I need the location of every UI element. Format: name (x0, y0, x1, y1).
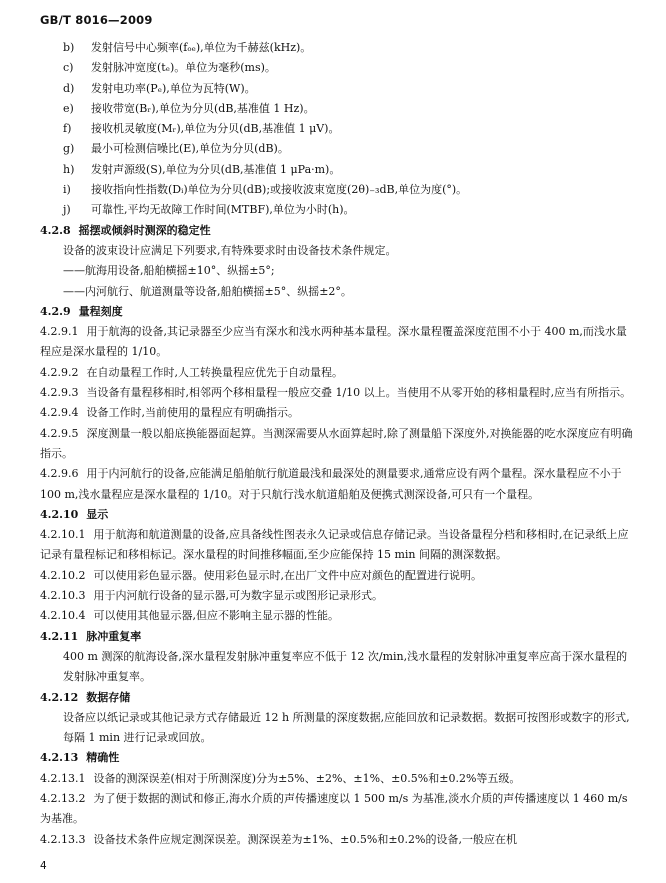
list-item-text: 发射电功率(Pₑ),单位为瓦特(W)。 (91, 81, 256, 95)
list-item (40, 99, 634, 119)
clause-4-2-13-1: 4.2.13.1 设备的测深误差(相对于所测深度)分为±5%、±2%、±1%、±0.5%和±0.2%等五级。 (40, 771, 521, 785)
paragraph: 设备应以纸记录或其他记录方式存储最近 12 h 所测量的深度数据,应能回放和记录数据。数据可按图形或数字的形式,每隔 1 min 进行记录或回放。 (63, 710, 630, 745)
list-item-label: e) (63, 101, 74, 115)
list-item-text: 发射声源级(S),单位为分贝(dB,基准值 1 μPa·m)。 (91, 162, 341, 176)
dash-item: ——航海用设备,船舶横摇±10°、纵摇±5°; (63, 264, 275, 278)
paragraph: 设备的波束设计应满足下列要求,有特殊要求时由设备技术条件规定。 (63, 243, 397, 257)
section-heading-4-2-10: 4.2.10 显示 (40, 507, 109, 521)
list-item (40, 139, 634, 159)
clause-4-2-9-2: 4.2.9.2 在自动量程工作时,人工转换量程应优先于自动量程。 (40, 365, 343, 379)
list-item-text: 接收机灵敏度(Mᵣ),单位为分贝(dB,基准值 1 μV)。 (91, 122, 340, 136)
document-body (40, 38, 634, 850)
list-item-label: g) (63, 142, 75, 156)
clause-4-2-13-2: 4.2.13.2 为了便于数据的测试和修正,海水介质的声传播速度以 1 500 m/s 为基准,淡水介质的声传播速度以 1 460 m/s 为基准。 (40, 791, 628, 826)
list-item (40, 160, 634, 180)
clause-4-2-9-6: 4.2.9.6 用于内河航行的设备,应能满足船舶航行航道最浅和最深处的测量要求,通常应设有两个量程。深水量程应不小于 100 m,浅水量程应是深水量程的 1/10。对于只航行浅水航道船舶及便携式测深设备,可只有一个量程。 (40, 467, 622, 501)
clause-4-2-10-4: 4.2.10.4 可以使用其他显示器,但应不影响主显示器的性能。 (40, 609, 339, 623)
list-item (40, 79, 634, 99)
clause-4-2-9-4: 4.2.9.4 设备工作时,当前使用的量程应有明确指示。 (40, 406, 299, 420)
list-item-text: 发射脉冲宽度(tₑ)。单位为毫秒(ms)。 (91, 61, 276, 75)
dash-item: ——内河航行、航道测量等设备,船舶横摇±5°、纵摇±2°。 (63, 284, 352, 298)
list-item-label: j) (63, 203, 71, 217)
clause-4-2-10-2: 4.2.10.2 可以使用彩色显示器。使用彩色显示时,在出厂文件中应对颜色的配置进行说明。 (40, 568, 482, 582)
list-item (40, 200, 634, 220)
list-item-text: 可靠性,平均无故障工作时间(MTBF),单位为小时(h)。 (91, 203, 355, 217)
section-heading-4-2-11: 4.2.11 脉冲重复率 (40, 629, 142, 643)
clause-4-2-9-3: 4.2.9.3 当设备有量程移相时,相邻两个移相量程一般应交叠 1/10 以上。当使用不从零开始的移相量程时,应当有所指示。 (40, 386, 632, 400)
paragraph: 400 m 测深的航海设备,深水量程发射脉冲重复率应不低于 12 次/min,浅水量程的发射脉冲重复率应高于深水量程的发射脉冲重复率。 (63, 649, 628, 684)
list-item-label: b) (63, 41, 75, 54)
list-item-text: 发射信号中心频率(fₒₑ),单位为千赫兹(kHz)。 (91, 41, 312, 54)
clause-4-2-9-5: 4.2.9.5 深度测量一般以船底换能器面起算。当测深需要从水面算起时,除了测量船下深度外,对换能器的吃水深度应有明确指示。 (40, 426, 633, 460)
list-item-text: 接收带宽(Bᵣ),单位为分贝(dB,基准值 1 Hz)。 (91, 101, 315, 115)
list-item-label: c) (63, 61, 74, 75)
list-item (40, 180, 634, 200)
list-item (40, 38, 634, 58)
section-heading-4-2-13: 4.2.13 精确性 (40, 751, 120, 765)
list-item-label: d) (63, 81, 75, 95)
list-item (40, 58, 634, 78)
page-number: 4 (40, 860, 47, 872)
section-heading-4-2-9: 4.2.9 量程刻度 (40, 304, 123, 318)
list-item-text: 最小可检测信噪比(E),单位为分贝(dB)。 (91, 142, 289, 156)
list-item (40, 119, 634, 139)
clause-4-2-10-3: 4.2.10.3 用于内河航行设备的显示器,可为数字显示或图形记录形式。 (40, 589, 383, 603)
parameter-list (40, 38, 634, 221)
list-item-label: f) (63, 122, 72, 136)
list-item-label: h) (63, 162, 75, 176)
list-item-text: 接收指向性指数(Dᵢ)单位为分贝(dB);或接收波束宽度(2θ)₋₃dB,单位为度(°)。 (91, 183, 468, 197)
list-item-label: i) (63, 183, 71, 197)
section-heading-4-2-8: 4.2.8 摇摆或倾斜时测深的稳定性 (40, 223, 211, 237)
section-heading-4-2-12: 4.2.12 数据存储 (40, 690, 131, 704)
clause-4-2-10-1: 4.2.10.1 用于航海和航道测量的设备,应具备线性图表永久记录或信息存储记录。当设备量程分档和移相时,在记录纸上应记录有量程标记和移相标记。深水量程的时间推移幅面,至少应能保持 15 min 间隔的测深数据。 (40, 528, 629, 562)
clause-4-2-9-1: 4.2.9.1 用于航海的设备,其记录器至少应当有深水和浅水两种基本量程。深水量程覆盖深度范围不小于 400 m,而浅水量程应是深水量程的 1/10。 (40, 325, 627, 359)
standard-code-header: GB/T 8016—2009 (40, 13, 153, 27)
clause-4-2-13-3: 4.2.13.3 设备技术条件应规定测深误差。测深误差为±1%、±0.5%和±0.2%的设备,一般应在机 (40, 832, 517, 846)
